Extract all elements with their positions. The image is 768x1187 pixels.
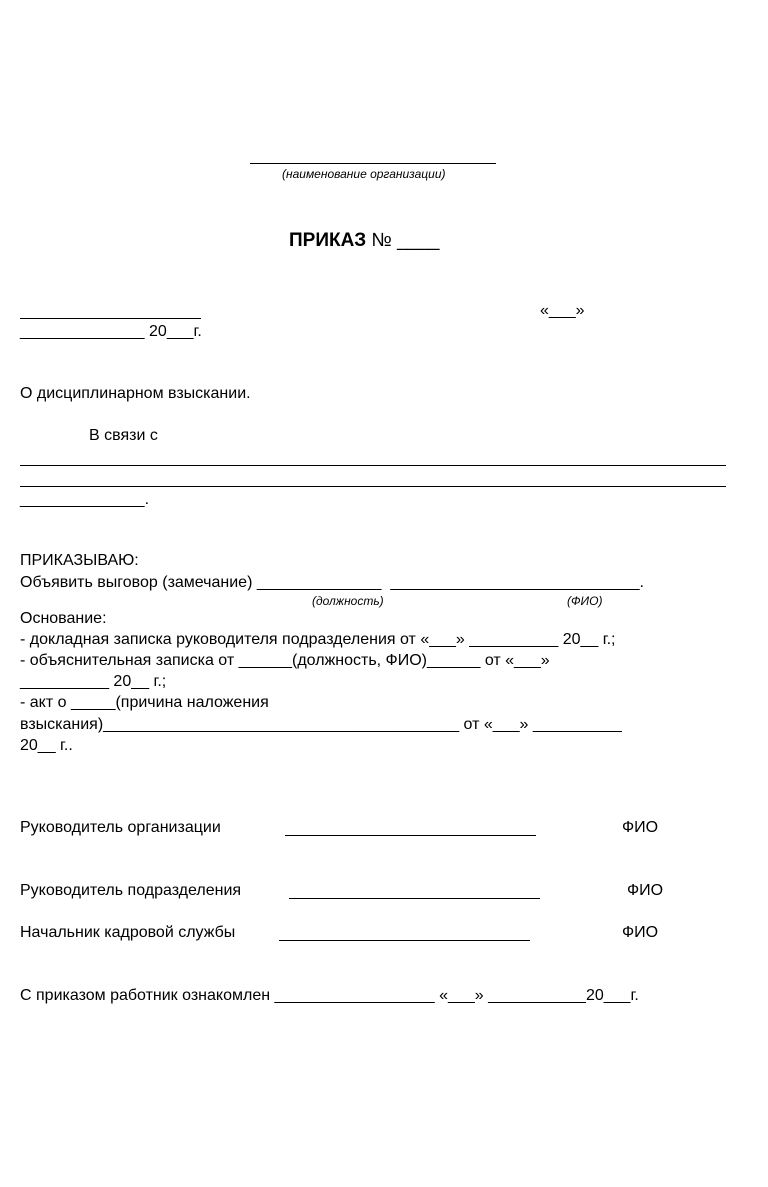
basis-item-act: - акт о _____(причина наложения (20, 694, 269, 711)
signature-fio-head-org: ФИО (622, 819, 659, 836)
basis-item-act-cont: взыскания)________________________________________ от «___» __________ (20, 716, 622, 733)
signature-label-hr: Начальник кадровой службы (20, 924, 236, 941)
basis-heading: Основание: (20, 610, 107, 627)
order-title (289, 230, 439, 252)
date-year-line: ______________ 20___г. (20, 323, 202, 340)
caption-position: (должность) (312, 594, 384, 608)
signature-fio-head-dept: ФИО (627, 882, 664, 899)
order-heading: ПРИКАЗЫВАЮ: (20, 552, 139, 569)
employee-acknowledgement: С приказом работник ознакомлен __________________ «___» ___________20___г. (20, 987, 639, 1004)
signature-line-head-org (285, 835, 536, 836)
organization-name-caption: (наименование организации) (282, 167, 446, 181)
signature-label-head-dept: Руководитель подразделения (20, 882, 242, 899)
order-number: № ____ (371, 230, 440, 251)
reason-line-1 (20, 465, 726, 466)
place-line (20, 318, 201, 319)
date-day-quote: «___» (540, 302, 585, 319)
basis-item-memo: - докладная записка руководителя подразделения от «___» __________ 20__ г.; (20, 631, 616, 648)
order-title-word: ПРИКАЗ (289, 230, 367, 251)
basis-item-act-date: 20__ г.. (20, 737, 73, 754)
order-line-reprimand: Объявить выговор (замечание) ______________ ____________________________. (20, 574, 644, 591)
signature-line-hr (279, 940, 530, 941)
basis-item-explanatory: - объяснительная записка от ______(должность, ФИО)______ от «___» (20, 652, 550, 669)
reason-line-end: ______________. (20, 491, 150, 508)
reason-line-2 (20, 486, 726, 487)
order-subject: О дисциплинарном взыскании. (20, 385, 251, 402)
basis-item-explanatory-date: __________ 20__ г.; (20, 673, 167, 690)
signature-line-head-dept (289, 898, 540, 899)
reason-lead: В связи с (89, 427, 158, 444)
signature-label-head-org: Руководитель организации (20, 819, 221, 836)
organization-name-line (250, 163, 496, 164)
caption-fio: (ФИО) (567, 594, 603, 608)
signature-fio-hr: ФИО (622, 924, 659, 941)
